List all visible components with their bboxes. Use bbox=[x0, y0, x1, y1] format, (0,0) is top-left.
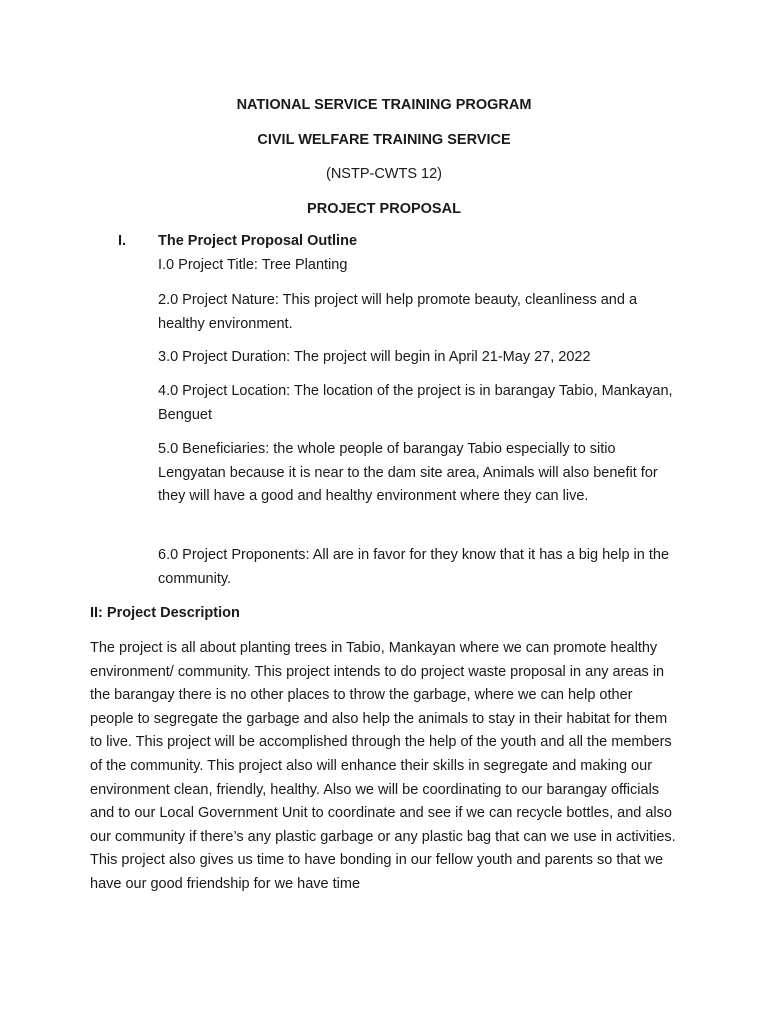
section-heading-description: II: Project Description bbox=[90, 605, 240, 621]
outline-item-beneficiaries: 5.0 Beneficiaries: the whole people of barangay Tabio especially to sitio Lengyatan because it is near to the dam site area, Animals will also benefit for they will have a good and healthy environment where they can live. bbox=[158, 441, 658, 504]
section-heading-outline: The Project Proposal Outline bbox=[158, 233, 358, 249]
outline-item-location: 4.0 Project Location: The location of the project is in barangay Tabio, Mankayan, Benguet bbox=[158, 383, 673, 423]
proposal-title: PROJECT PROPOSAL bbox=[307, 201, 461, 217]
outline-item-proponents: 6.0 Project Proponents: All are in favor for they know that it has a big help in the community. bbox=[158, 547, 670, 587]
course-code: (NSTP-CWTS 12) bbox=[326, 166, 442, 182]
section-numeral: I. bbox=[118, 233, 127, 249]
project-description-body: The project is all about planting trees in Tabio, Mankayan where we can promote healthy environment/ community. This project intends to do project waste proposal in any areas in the barangay there is no other places to throw the garbage, where we can help other people to segregate the garbage and also help the animals to stay in their habitat for them to live. This project will be accomplished through the help of the youth and all the members of the community. This project also will enhance their skills in segregate and making our environment clean, friendly, healthy. Also we will be coordinating to our barangay officials and to our Local Government Unit to coordinate and see if we can recycle bottles, and also our community if there’s any plastic garbage or any plastic bag that can we use in activities. This project also gives us time to have bonding in our fellow youth and parents so that we have our good friendship for we have time bbox=[90, 640, 676, 892]
outline-item-title: I.0 Project Title: Tree Planting bbox=[158, 257, 348, 273]
outline-item-duration: 3.0 Project Duration: The project will begin in April 21-May 27, 2022 bbox=[158, 349, 591, 365]
service-title: CIVIL WELFARE TRAINING SERVICE bbox=[257, 132, 511, 148]
program-title: NATIONAL SERVICE TRAINING PROGRAM bbox=[236, 97, 532, 113]
outline-item-nature: 2.0 Project Nature: This project will help promote beauty, cleanliness and a healthy environment. bbox=[158, 292, 638, 332]
